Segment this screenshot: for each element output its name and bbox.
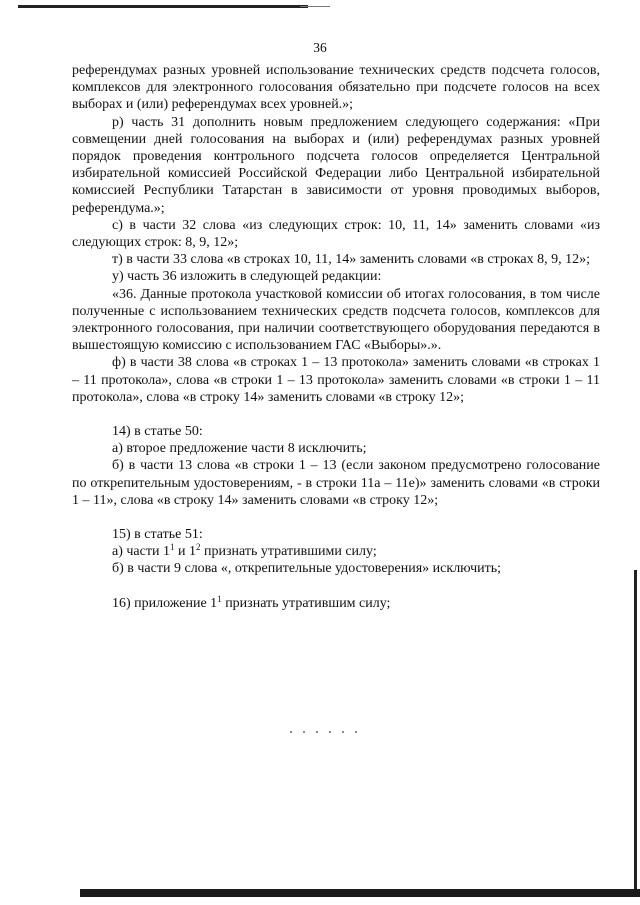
- paragraph-item-u: у) часть 36 изложить в следующей редакции:: [112, 269, 382, 285]
- scan-edge-bottom: [80, 889, 640, 897]
- text-fragment: признать утратившим силу;: [221, 595, 391, 611]
- spacer: [72, 578, 600, 595]
- paragraph-item-16: [72, 595, 600, 612]
- superscript: 2: [195, 542, 201, 553]
- paragraph-part-36-text: «36. Данные протокола участковой комиссии об итогах голосования, в том числе полученные с использованием технических средств подсчета голосов, комплексов для электронного голосования, при наличии соответствующего оборудования передаются в вышестоящую комиссию с использованием ГАС «Выборы».».: [72, 286, 600, 354]
- paragraph-article-51-a: [72, 543, 600, 560]
- paragraph-article-50-a: а) второе предложение части 8 исключить;: [112, 441, 367, 457]
- paragraph-continuation: референдумах разных уровней использование технических средств подсчета голосов, комплексов для электронного голосования обязательно при подсчете голосов на всех выборах и (или) референдумах всех уровней.»;: [72, 63, 600, 113]
- spacer: [72, 509, 600, 526]
- scan-edge-right: [634, 570, 637, 895]
- spacer: [72, 406, 600, 423]
- text-fragment: признать утратившими силу;: [200, 544, 377, 560]
- paragraph-article-50: 14) в статье 50:: [112, 424, 203, 440]
- paragraph-item-r: р) часть 31 дополнить новым предложением следующего содержания: «При совмещении дней голосования на выборах и (или) референдумах разных уровней порядок проведения контрольного подсчета голосов определяется Центральной избирательной комиссией Российской Федерации либо Центральной избирательной комиссией Республики Татарстан в зависимости от уровня проводимых выборов, референдума.»;: [72, 114, 600, 216]
- scan-edge-top: [18, 5, 308, 8]
- superscript: 1: [169, 542, 175, 553]
- text-fragment: а) части 1: [112, 544, 170, 560]
- paragraph-article-50-b: б) в части 13 слова «в строки 1 – 13 (если законом предусмотрено голосование по открепительным удостоверениям, - в строки 11а – 11е)» заменить словами «в строки 1 – 11», слова «в строку 14» заменить словами «в строку 12»;: [72, 458, 600, 508]
- paragraph-article-51-b: б) в части 9 слова «, открепительные удостоверения» исключить;: [112, 561, 502, 577]
- text-fragment: 16) приложение 1: [112, 595, 218, 611]
- scan-edge-top-fragment: [300, 6, 330, 7]
- text-fragment: и 1: [174, 544, 196, 560]
- page-number: 36: [313, 40, 327, 55]
- paragraph-item-s: с) в части 32 слова «из следующих строк: 10, 11, 14» заменить словами «из следующих строк: 8, 9, 12»;: [72, 217, 600, 251]
- document-body: [72, 62, 600, 612]
- paragraph-item-f: ф) в части 38 слова «в строках 1 – 13 протокола» заменить словами «в строках 1 – 11 протокола», слова «в строки 1 – 13 протокола» заменить словами «в строки 1 – 11 протокола», слова «в строку 14» заменить словами «в строку 12»;: [72, 355, 600, 405]
- superscript: 1: [217, 593, 222, 604]
- paragraph-article-51: 15) в статье 51:: [112, 527, 203, 543]
- paragraph-item-t: т) в части 33 слова «в строках 10, 11, 14» заменить словами «в строках 8, 9, 12»;: [112, 252, 591, 268]
- scan-specks: [290, 731, 360, 733]
